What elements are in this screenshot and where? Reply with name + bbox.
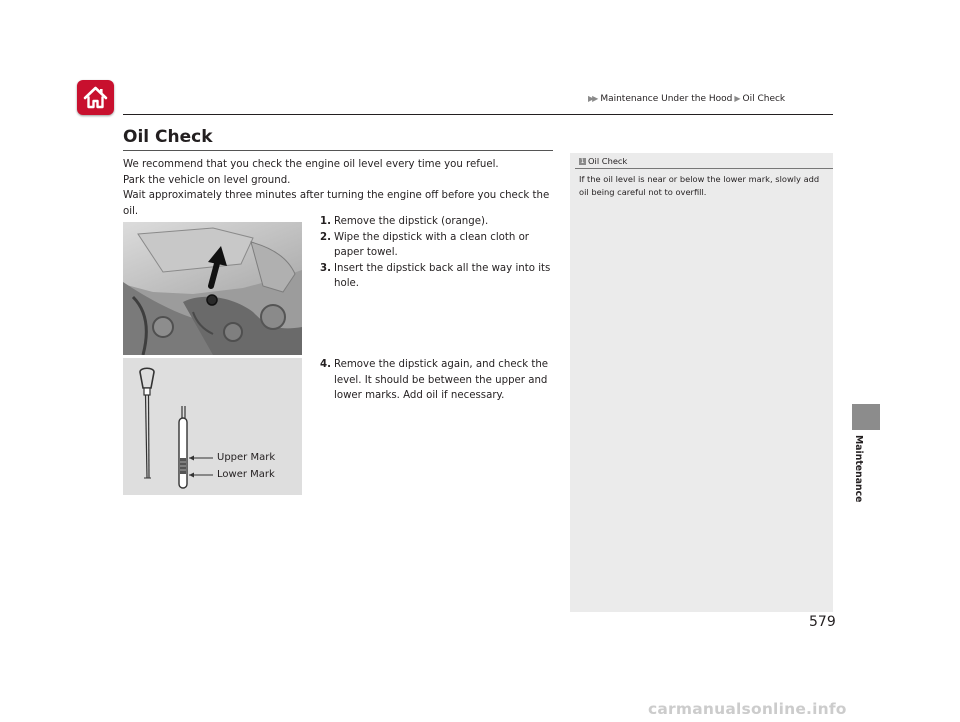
header-rule xyxy=(123,114,833,115)
intro-line: We recommend that you check the engine oil level every time you refuel. xyxy=(123,159,499,170)
note-box xyxy=(570,153,833,612)
step-item xyxy=(315,261,555,292)
steps-list-1 xyxy=(315,214,555,292)
breadcrumb-item-page[interactable]: Oil Check xyxy=(742,94,786,104)
breadcrumb-item-section[interactable]: Maintenance Under the Hood xyxy=(600,94,733,104)
engine-bay-photo xyxy=(123,222,302,355)
step-item xyxy=(315,214,555,230)
step-text: Wipe the dipstick with a clean cloth or paper towel. xyxy=(334,231,529,258)
note-text: If the oil level is near or below the lower mark, slowly add oil being careful not to overfill. xyxy=(579,174,820,197)
step-text: Remove the dipstick again, and check the level. It should be between the upper and lower marks. Add oil if necessary. xyxy=(334,359,549,401)
dipstick-figure xyxy=(123,358,302,495)
step-number: 3. xyxy=(320,262,331,274)
breadcrumb xyxy=(588,94,785,104)
step-number: 1. xyxy=(320,216,331,227)
watermark: carmanualsonline.info xyxy=(648,700,847,718)
note-heading-text: Oil Check xyxy=(588,156,628,166)
section-tab[interactable] xyxy=(852,404,880,430)
arrow-icon: ▶ xyxy=(734,94,741,103)
step-item xyxy=(315,357,555,404)
intro-line: Park the vehicle on level ground. xyxy=(123,174,291,186)
upper-mark-label: Upper Mark xyxy=(217,452,276,463)
intro-text xyxy=(123,157,555,219)
step-text: Remove the dipstick (orange). xyxy=(334,216,489,227)
note-rule xyxy=(575,168,833,169)
intro-line: Wait approximately three minutes after turning the engine off before you check the oil. xyxy=(123,190,550,217)
double-arrow-icon: ▶▶ xyxy=(588,94,597,103)
step-number: 4. xyxy=(320,359,331,370)
step-number: 2. xyxy=(320,231,331,243)
note-icon: 1 xyxy=(580,158,585,165)
home-button[interactable] xyxy=(77,80,114,115)
steps-list-2 xyxy=(315,357,555,404)
section-label: Maintenance xyxy=(853,435,864,503)
lower-mark-label: Lower Mark xyxy=(217,469,275,480)
page-number: 579 xyxy=(809,614,836,630)
step-item xyxy=(315,230,555,261)
page-title: Oil Check xyxy=(123,127,213,147)
home-icon xyxy=(81,83,110,112)
note-heading xyxy=(579,156,627,166)
title-rule xyxy=(123,150,553,151)
step-text: Insert the dipstick back all the way into its hole. xyxy=(334,262,551,289)
